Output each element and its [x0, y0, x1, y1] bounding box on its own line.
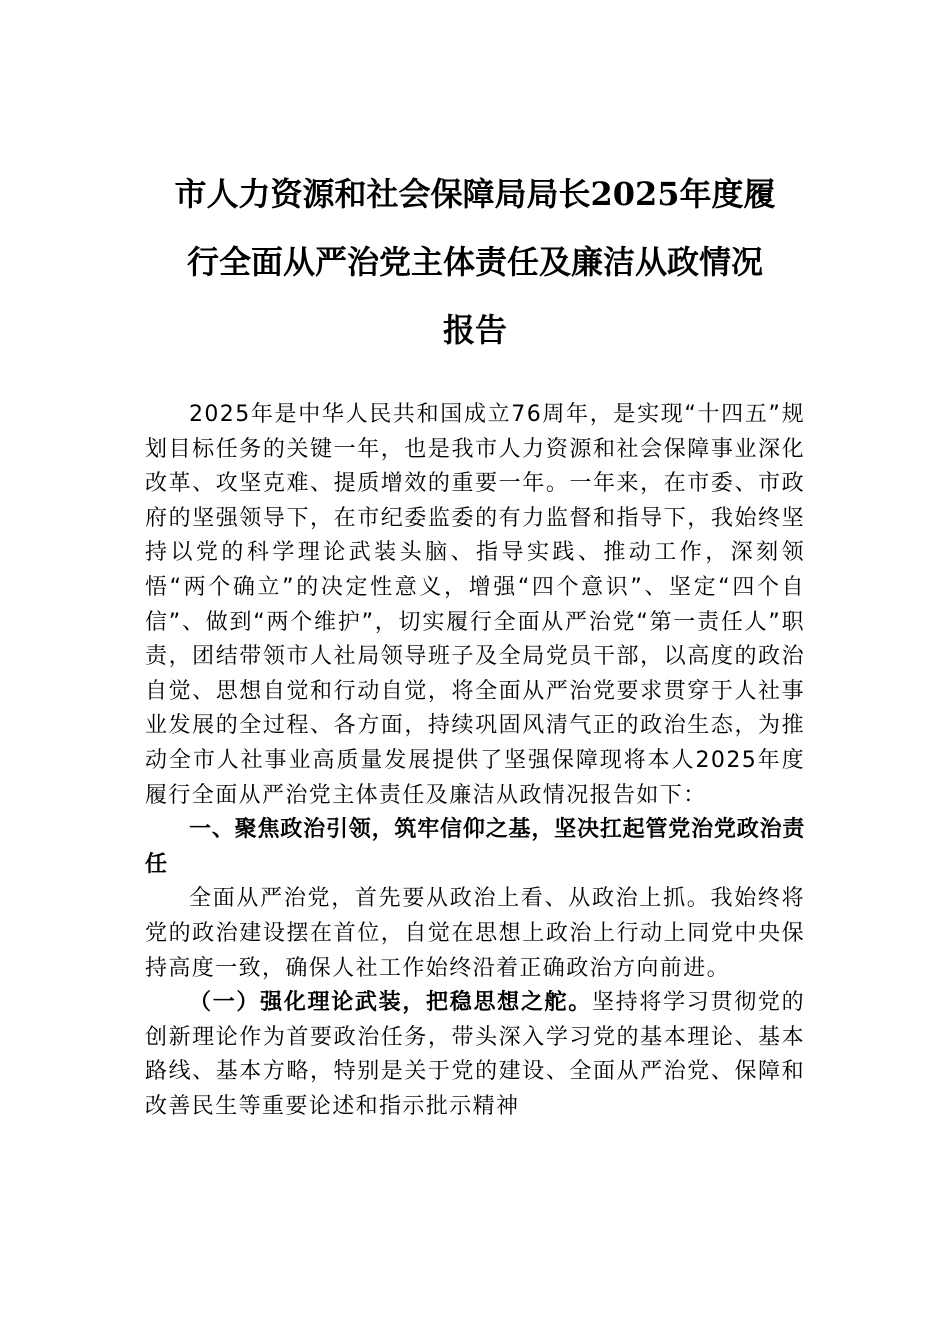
subsection-1-paragraph: [145, 986, 805, 1124]
document-title: [145, 0, 805, 364]
title-line-2: 行全面从严治党主体责任及廉洁从政情况: [186, 243, 763, 281]
title-line-1: 市人力资源和社会保障局局长2025年度履: [174, 175, 776, 213]
document-body: [145, 398, 805, 1124]
subsection-1-lead: （一）强化理论武装，把稳思想之舵。: [189, 990, 592, 1016]
intro-paragraph: 2025年是中华人民共和国成立76周年，是实现“十四五”规划目标任务的关键一年，也是我市人力资源和社会保障事业深化改革、攻坚克难、提质增效的重要一年。一年来，在市委、市政府的坚强领导下，在市纪委监委的有力监督和指导下，我始终坚持以党的科学理论武装头脑、指导实践、推动工作，深刻领悟“两个确立”的决定性意义，增强“四个意识”、坚定“四个自信”、做到“两个维护”，切实履行全面从严治党“第一责任人”职责，团结带领市人社局领导班子及全局党员干部，以高度的政治自觉、思想自觉和行动自觉，将全面从严治党要求贯穿于人社事业发展的全过程、各方面，持续巩固风清气正的政治生态，为推动全市人社事业高质量发展提供了坚强保障现将本人2025年度履行全面从严治党主体责任及廉洁从政情况报告如下：: [145, 402, 805, 808]
section-heading-1: 一、聚焦政治引领，筑牢信仰之基，坚决扛起管党治党政治责任: [145, 817, 805, 877]
title-line-3: 报告: [442, 311, 507, 349]
document-page: [145, 0, 805, 1124]
section-1-paragraph: 全面从严治党，首先要从政治上看、从政治上抓。我始终将党的政治建设摆在首位，自觉在思想上政治上行动上同党中央保持高度一致，确保人社工作始终沿着正确政治方向前进。: [145, 886, 805, 981]
subsection-1-text: 坚持将学习贯彻党的创新理论作为首要政治任务，带头深入学习党的基本理论、基本路线、基本方略，特别是关于党的建设、全面从严治党、保障和改善民生等重要论述和指示批示精神: [145, 990, 805, 1119]
